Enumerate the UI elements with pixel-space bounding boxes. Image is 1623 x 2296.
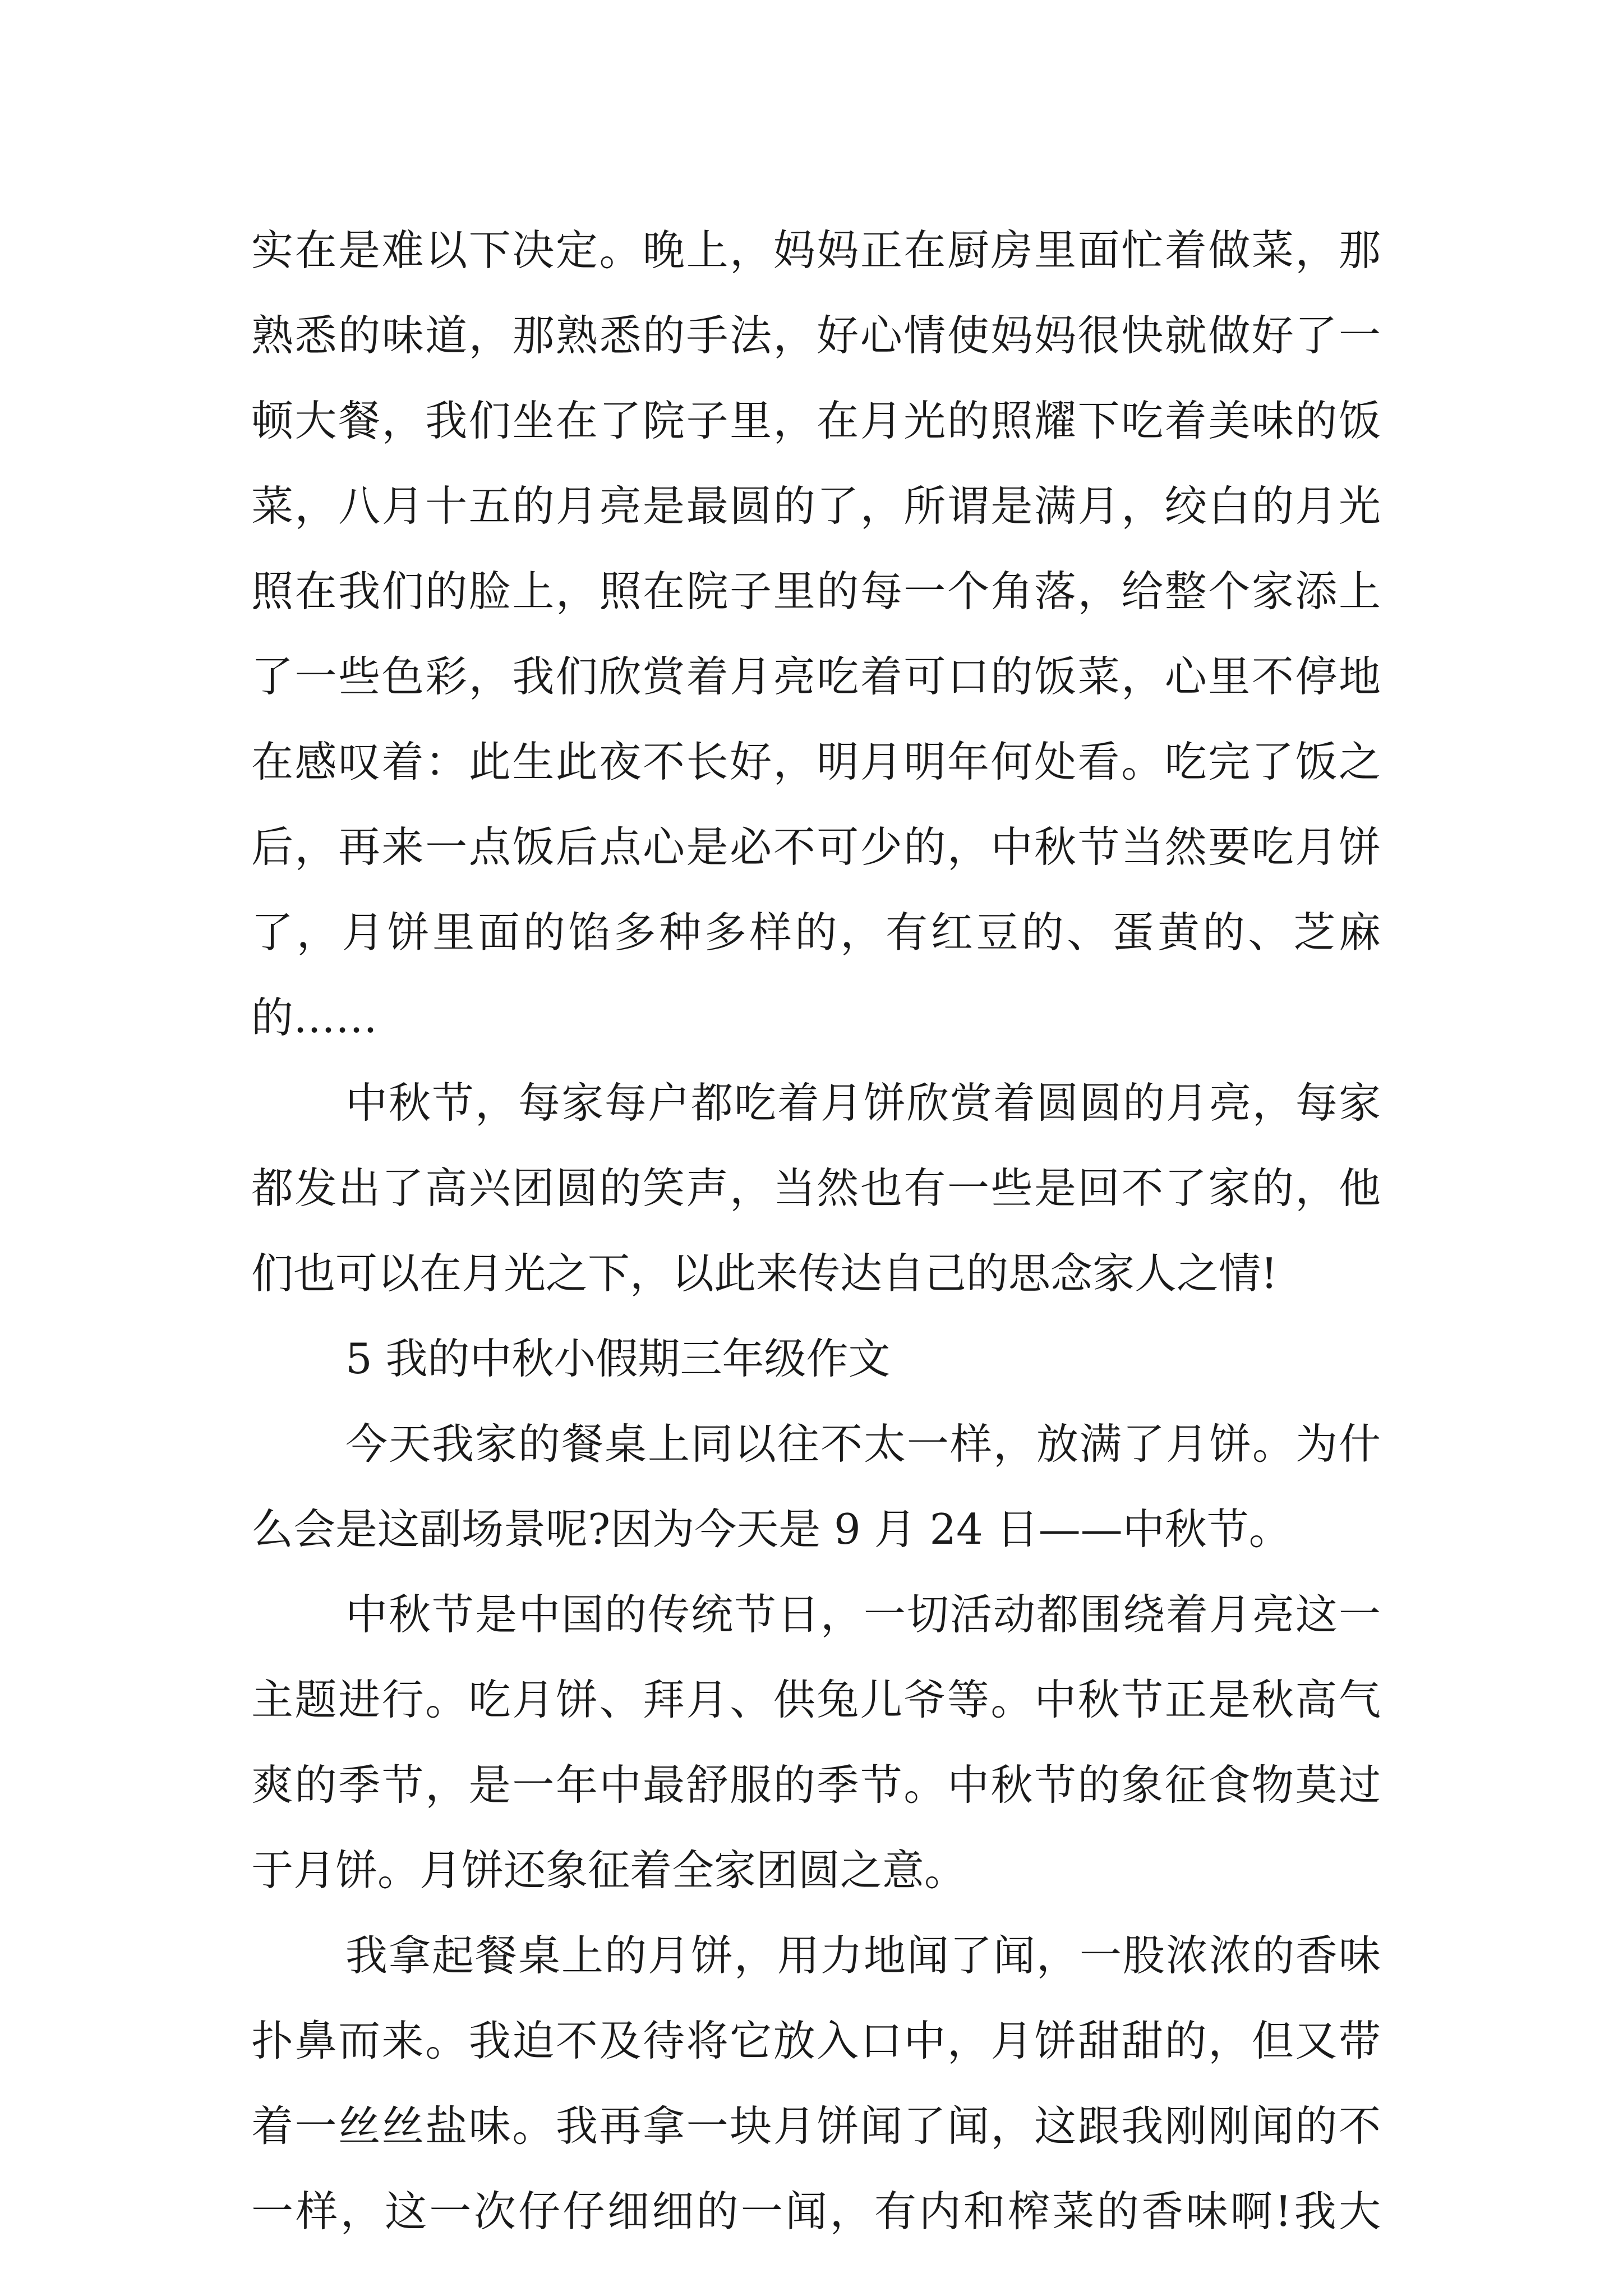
- section-heading: 5 我的中秋小假期三年级作文: [345, 1334, 891, 1383]
- text-line: 熟悉的味道，那熟悉的手法，好心情使妈妈很快就做好了一: [251, 311, 1381, 360]
- text-line: 着一丝丝盐味。我再拿一块月饼闻了闻，这跟我刚刚闻的不: [251, 2101, 1381, 2151]
- text-line: 都发出了高兴团圆的笑声，当然也有一些是回不了家的，他: [251, 1163, 1381, 1213]
- text-line: 今天我家的餐桌上同以往不太一样，放满了月饼。为什: [345, 1419, 1381, 1469]
- text-line: 爽的季节，是一年中最舒服的季节。中秋节的象征食物莫过: [251, 1760, 1381, 1810]
- text-line: 中秋节，每家每户都吃着月饼欣赏着圆圆的月亮，每家: [345, 1078, 1381, 1128]
- text-line: 中秋节是中国的传统节日，一切活动都围绕着月亮这一: [345, 1590, 1381, 1639]
- text-line: 于月饼。月饼还象征着全家团圆之意。: [251, 1846, 967, 1895]
- text-line: 我拿起餐桌上的月饼，用力地闻了闻，一股浓浓的香味: [345, 1931, 1381, 1980]
- text-line: 了一些色彩，我们欣赏着月亮吃着可口的饭菜，心里不停地: [251, 652, 1381, 701]
- text-line: 后，再来一点饭后点心是必不可少的，中秋节当然要吃月饼: [251, 822, 1381, 872]
- text-line: 的……: [251, 993, 378, 1042]
- text-line: 在感叹着：此生此夜不长好，明月明年何处看。吃完了饭之: [251, 737, 1381, 786]
- document-body: [251, 208, 1381, 2254]
- text-line: 们也可以在月光之下，以此来传达自己的思念家人之情!: [251, 1249, 1278, 1298]
- text-line: 顿大餐，我们坐在了院子里，在月光的照耀下吃着美味的饭: [251, 396, 1381, 445]
- text-line: 实在是难以下决定。晚上，妈妈正在厨房里面忙着做菜，那: [251, 226, 1381, 275]
- text-line: 照在我们的脸上，照在院子里的每一个角落，给整个家添上: [251, 567, 1381, 616]
- text-line: 一样，这一次仔仔细细的一闻，有内和榨菜的香味啊!我大: [251, 2187, 1381, 2236]
- text-line: 菜，八月十五的月亮是最圆的了，所谓是满月，绞白的月光: [251, 481, 1381, 531]
- text-line: 么会是这副场景呢?因为今天是 9 月 24 日——中秋节。: [251, 1504, 1291, 1554]
- text-line: 扑鼻而来。我迫不及待将它放入口中，月饼甜甜的，但又带: [251, 2016, 1381, 2065]
- text-line: 主题进行。吃月饼、拜月、供兔儿爷等。中秋节正是秋高气: [251, 1675, 1381, 1724]
- text-line: 了，月饼里面的馅多种多样的，有红豆的、蛋黄的、芝麻: [251, 908, 1381, 957]
